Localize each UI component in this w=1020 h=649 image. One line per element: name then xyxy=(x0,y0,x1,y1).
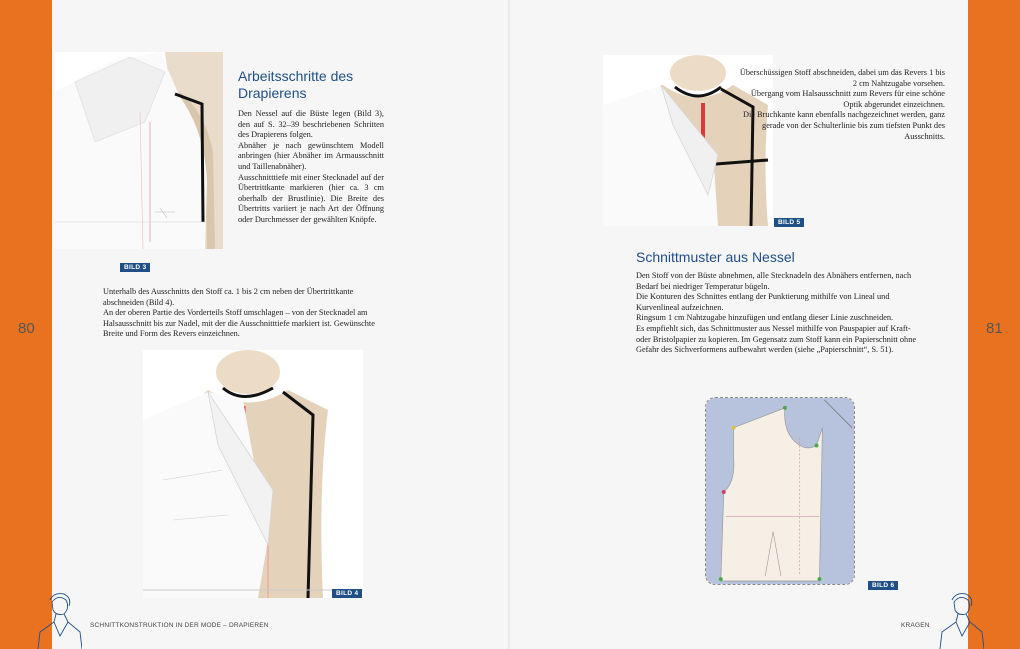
badge-bild-5: BILD 5 xyxy=(774,218,804,227)
heading-arbeitsschritte xyxy=(238,68,353,102)
body-paragraph: Unterhalb des Ausschnitts den Stoff ca. 1 bis 2 cm neben der Übertrittkante abschneiden (Bild 4). xyxy=(103,287,354,307)
footer-right: KRAGEN xyxy=(901,622,930,629)
top-text-right xyxy=(738,68,945,142)
intro-paragraph: Ausschnitttiefe mit einer Stecknadel auf der Übertrittkante markieren (hier ca. 3 cm oberhalb der Brustlinie). Die Breite des Übertritts variiert je nach Art der Öffnung oder Durchmesser der gewählten Knöpfe. xyxy=(238,172,384,224)
top-paragraph: Übergang vom Halsausschnitt zum Revers für eine schöne Optik abgerundet einzeichnen. xyxy=(750,89,945,109)
intro-paragraph: Abnäher je nach gewünschtem Modell anbringen (hier Abnäher im Armausschnitt und Taillenabnäher). xyxy=(238,140,384,171)
badge-bild-6: BILD 6 xyxy=(868,581,898,590)
heading-line-2: Drapierens xyxy=(238,85,307,101)
body-paragraph: Den Stoff von der Büste abnehmen, alle Stecknadeln des Abnähers entfernen, nach Bedarf bei niedriger Temperatur bügeln. xyxy=(636,271,912,291)
page-number-right: 81 xyxy=(986,320,1003,337)
top-paragraph: Überschüssigen Stoff abschneiden, dabei um das Revers 1 bis 2 cm Nahtzugabe vorsehen. xyxy=(739,68,945,88)
book-gutter xyxy=(508,0,512,649)
fashion-sketch-icon xyxy=(938,592,984,649)
body-paragraph: An der oberen Partie des Vorderteils Stoff umschlagen – von der Stecknadel am Halsausschnitt bis zur Nadel, mit der die Ausschnitttiefe markiert ist. Gewünschte Breite und Form des Revers einzeichnen. xyxy=(103,308,375,339)
photo-bild-4 xyxy=(143,350,363,598)
heading-line-1: Arbeitsschritte des xyxy=(238,68,354,84)
body-paragraph: Es empfiehlt sich, das Schnittmuster aus Nessel mithilfe von Pauspapier auf Kraft- oder Bristolpapier zu kopieren. Im Gegensatz zum Stoff kann ein Papierschnitt ohne Gefahr des Sichverformens aufbewahrt werden (siehe „Papierschnitt“, S. 51). xyxy=(636,323,917,355)
page-number-left: 80 xyxy=(18,320,35,337)
body-text-right xyxy=(636,271,917,356)
top-paragraph: Die Bruchkante kann ebenfalls nachgezeichnet werden, ganz gerade von der Schulterlinie bis zum tiefsten Punkt des Ausschnitts. xyxy=(742,110,945,141)
intro-paragraph: Den Nessel auf die Büste legen (Bild 3), den auf S. 32–39 beschriebenen Schritten des Drapierens folgen. xyxy=(238,109,384,140)
fashion-sketch-icon xyxy=(36,592,82,649)
photo-bild-3 xyxy=(55,52,223,249)
intro-text xyxy=(238,109,384,226)
body-text-left xyxy=(103,287,386,340)
heading-schnittmuster: Schnittmuster aus Nessel xyxy=(636,249,795,265)
body-paragraph: Die Konturen des Schnittes entlang der Punktierung mithilfe von Lineal und Kurvenlineal aufzeichnen. xyxy=(636,292,890,312)
badge-bild-4: BILD 4 xyxy=(332,589,362,598)
badge-bild-3: BILD 3 xyxy=(120,263,150,272)
photo-bild-6 xyxy=(705,397,855,585)
footer-left: SCHNITTKONSTRUKTION IN DER MODE – DRAPIEREN xyxy=(90,622,269,629)
body-paragraph: Ringsum 1 cm Nahtzugabe hinzufügen und entlang dieser Linie zuschneiden. xyxy=(636,313,894,323)
